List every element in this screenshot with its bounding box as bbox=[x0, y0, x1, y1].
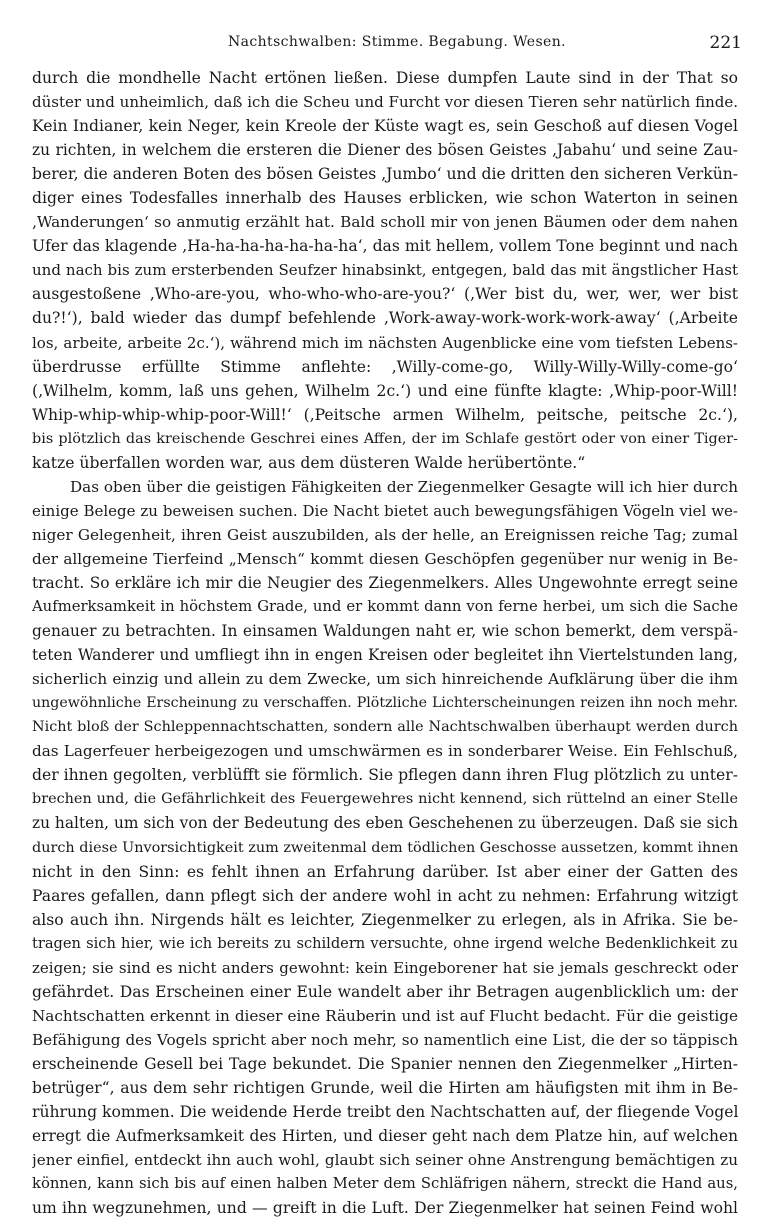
text-line: Whip-whip-whip-whip-poor-Will!‘ (‚Peitsche armen Wilhelm, peitsche, peitsche 2c.‘), bbox=[32, 405, 738, 424]
text-line: Kein Indianer, kein Neger, kein Kreole der Küste wagt es, sein Geschoß auf diesen Vogel bbox=[32, 117, 738, 136]
text-line: tragen sich hier, wie ich bereits zu schildern versuchte, ohne irgend welche Bedenklichkeit zu bbox=[32, 934, 738, 952]
text-line: ‚Wanderungen‘ so anmutig erzählt hat. Bald scholl mir von jenen Bäumen oder dem nahen bbox=[32, 213, 738, 232]
text-line: einige Belege zu beweisen suchen. Die Nacht bietet auch bewegungsfähigen Vögeln viel we- bbox=[32, 501, 738, 520]
text-line: das Lagerfeuer herbeigezogen und umschwärmen es in sonderbarer Weise. Ein Fehlschuß, bbox=[32, 742, 738, 761]
text-line: bis plötzlich das kreischende Geschrei eines Affen, der im Schlafe gestört oder von einer Tiger- bbox=[32, 430, 738, 447]
text-line: teten Wanderer und umfliegt ihn in engen Kreisen oder begleitet ihn Viertelstunden lang, bbox=[32, 646, 738, 665]
running-head bbox=[0, 34, 782, 64]
text-line: diger eines Todesfalles innerhalb des Hauses erblicken, wie schon Waterton in seinen bbox=[32, 189, 738, 208]
text-line: erscheinende Gesell bei Tage bekundet. Die Spanier nennen den Ziegenmelker „Hirten- bbox=[32, 1054, 738, 1073]
text-line: rührung kommen. Die weidende Herde treibt den Nachtschatten auf, der fliegende Vogel bbox=[32, 1103, 738, 1122]
text-line: zu richten, in welchem die ersteren die Diener des bösen Geistes ‚Jabahu‘ und seine Zau- bbox=[32, 141, 738, 160]
text-line: Befähigung des Vogels spricht aber noch mehr, so namentlich eine List, die der so täppisch bbox=[32, 1030, 738, 1049]
text-line: ausgestoßene ‚Who-are-you, who-who-who-are-you?‘ (‚Wer bist du, wer, wer, wer bist bbox=[32, 285, 738, 304]
text-line: Nicht bloß der Schleppennachtschatten, sondern alle Nachtschwalben überhaupt werden durch bbox=[32, 719, 738, 736]
text-line: düster und unheimlich, daß ich die Scheu und Furcht vor diesen Tieren sehr natürlich finde. bbox=[32, 93, 738, 112]
text-line: betrüger“, aus dem sehr richtigen Grunde, weil die Hirten am häufigsten mit ihm in Be- bbox=[32, 1078, 738, 1097]
text-line: erregt die Aufmerksamkeit des Hirten, und dieser geht nach dem Platze hin, auf welchen bbox=[32, 1127, 738, 1146]
body-text bbox=[32, 66, 738, 1220]
text-line: Paares gefallen, dann pflegt sich der andere wohl in acht zu nehmen: Erfahrung witzigt bbox=[32, 886, 738, 905]
text-line: jener einfiel, entdeckt ihn auch wohl, glaubt sich seiner ohne Anstrengung bemächtigen zu bbox=[32, 1151, 738, 1170]
text-line: Nachtschatten erkennt in dieser eine Räuberin und ist auf Flucht bedacht. Für die geistige bbox=[32, 1006, 738, 1025]
text-line: du?!‘), bald wieder das dumpf befehlende ‚Work-away-work-work-work-away‘ (‚Arbeite bbox=[32, 309, 738, 328]
paragraph-continued-quote bbox=[32, 66, 738, 475]
text-line: sicherlich einzig und allein zu dem Zwecke, um sich hinreichende Aufklärung über die ihm bbox=[32, 670, 738, 689]
text-line: gefährdet. Das Erscheinen einer Eule wandelt aber ihr Betragen augenblicklich um: der bbox=[32, 982, 738, 1001]
text-line: los, arbeite, arbeite 2c.‘), während mich im nächsten Augenblicke eine vom tiefsten Lebens- bbox=[32, 333, 738, 352]
text-line: berer, die anderen Boten des bösen Geistes ‚Jumbo‘ und die dritten den sicheren Verkün- bbox=[32, 165, 738, 184]
text-line: Das oben über die geistigen Fähigkeiten der Ziegenmelker Gesagte will ich hier durch bbox=[70, 477, 738, 496]
text-line: um ihn wegzunehmen, und — greift in die Luft. Der Ziegenmelker hat seinen Feind wohl bbox=[32, 1199, 738, 1218]
text-line: also auch ihn. Nirgends hält es leichter, Ziegenmelker zu erlegen, als in Afrika. Sie be- bbox=[32, 910, 738, 929]
text-line: der ihnen gegolten, verblüfft sie förmlich. Sie pflegen dann ihren Flug plötzlich zu unter- bbox=[32, 766, 738, 785]
text-line: tracht. So erkläre ich mir die Neugier des Ziegenmelkers. Alles Ungewohnte erregt seine bbox=[32, 573, 738, 592]
paragraph-nightjar-intelligence bbox=[32, 475, 738, 1220]
text-line: niger Gelegenheit, ihren Geist auszubilden, als der helle, an Ereignissen reiche Tag; zumal bbox=[32, 525, 738, 544]
text-line: (‚Wilhelm, komm, laß uns gehen, Wilhelm 2c.‘) und eine fünfte klagte: ‚Whip-poor-Will! bbox=[32, 381, 738, 400]
text-line: brechen und, die Gefährlichkeit des Feuergewehres nicht kennend, sich rüttelnd an einer Stelle bbox=[32, 791, 738, 808]
text-line: Aufmerksamkeit in höchstem Grade, und er kommt dann von ferne herbei, um sich die Sache bbox=[32, 598, 738, 616]
text-line: ungewöhnliche Erscheinung zu verschaffen. Plötzliche Lichterscheinungen reizen ihn noch mehr. bbox=[32, 695, 738, 712]
text-line: durch die mondhelle Nacht ertönen ließen. Diese dumpfen Laute sind in der That so bbox=[32, 69, 738, 87]
text-line: durch diese Unvorsichtigkeit zum zweitenmal dem tödlichen Geschosse aussetzen, kommt ihnen bbox=[32, 839, 738, 856]
text-line: genauer zu betrachten. In einsamen Waldungen naht er, wie schon bemerkt, dem verspä- bbox=[32, 622, 738, 641]
text-line: nicht in den Sinn: es fehlt ihnen an Erfahrung darüber. Ist aber einer der Gatten des bbox=[32, 862, 738, 881]
text-line: katze überfallen worden war, aus dem düsteren Walde herübertönte.“ bbox=[32, 453, 586, 472]
text-line: der allgemeine Tierfeind „Mensch“ kommt diesen Geschöpfen gegenüber nur wenig in Be- bbox=[32, 549, 738, 568]
text-line: können, kann sich bis auf einen halben Meter dem Schläfrigen nähern, streckt die Hand aus, bbox=[32, 1175, 738, 1193]
text-line: überdrusse erfüllte Stimme anflehte: ‚Willy-come-go, Willy-Willy-Willy-come-go‘ bbox=[32, 357, 738, 376]
page-number: 221 bbox=[709, 33, 742, 53]
text-line: zu halten, um sich von der Bedeutung des eben Geschehenen zu überzeugen. Daß sie sich bbox=[32, 814, 738, 833]
text-line: zeigen; sie sind es nicht anders gewohnt: kein Eingeborener hat sie jemals geschreckt oder bbox=[32, 958, 738, 977]
text-line: Ufer das klagende ‚Ha-ha-ha-ha-ha-ha-ha‘, das mit hellem, vollem Tone beginnt und nach bbox=[32, 237, 738, 256]
text-line: und nach bis zum ersterbenden Seufzer hinabsinkt, entgegen, bald das mit ängstlicher Hast bbox=[32, 261, 738, 280]
running-head-title: Nachtschwalben: Stimme. Begabung. Wesen. bbox=[228, 34, 566, 50]
